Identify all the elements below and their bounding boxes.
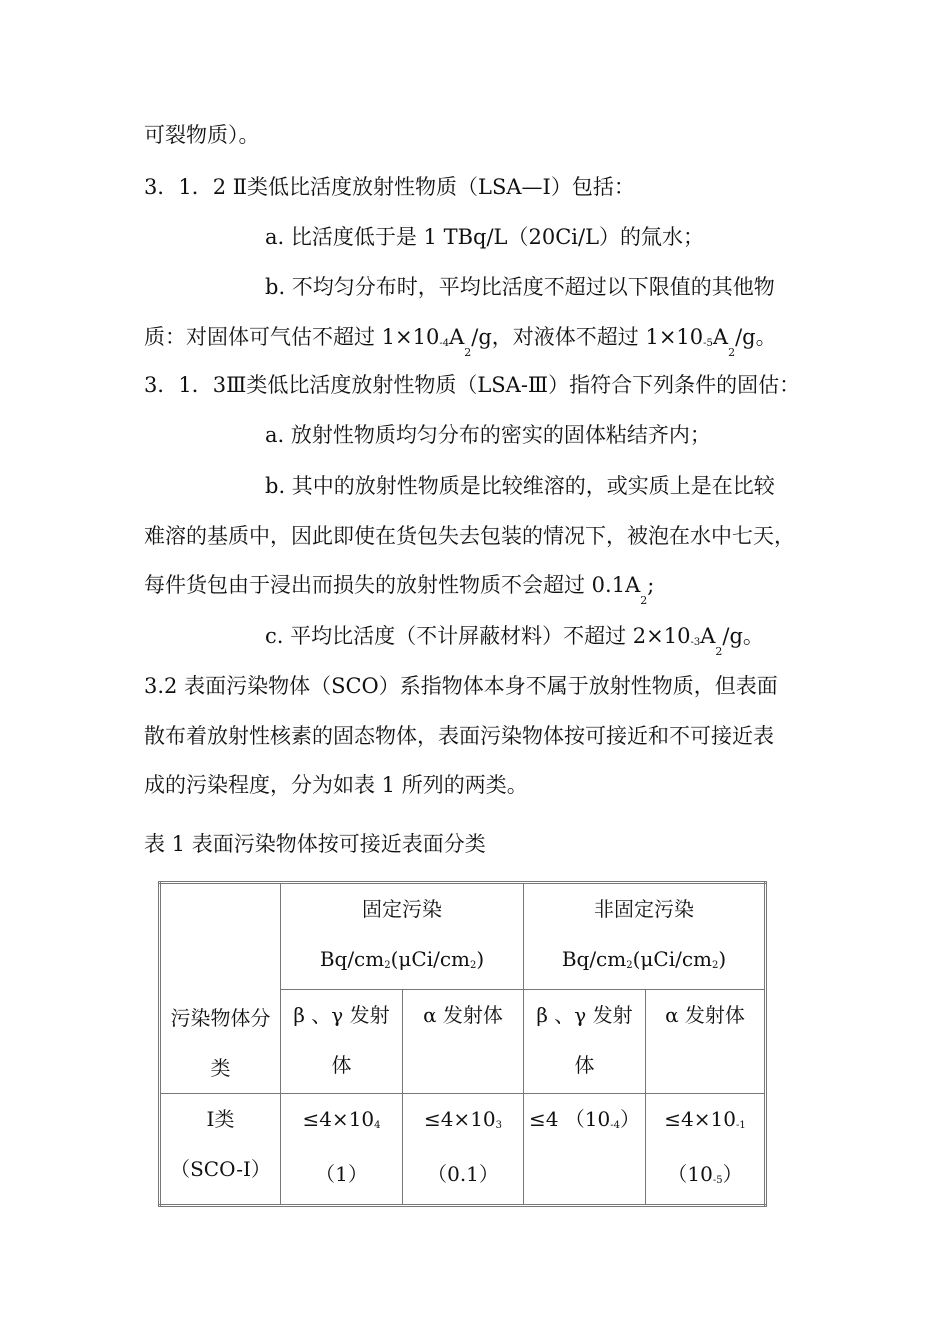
- nonfixed-title: 非固定污染: [594, 897, 694, 921]
- nonfixed-contamination-header: [524, 883, 766, 990]
- line-1: 3．1．2 Ⅱ类低比活度放射性物质（LSA—I）包括：: [144, 175, 635, 199]
- bg-line-b: 体: [331, 1053, 352, 1077]
- line-4-text-g: A: [712, 325, 729, 349]
- nonfixed-unit: [526, 934, 762, 989]
- line-5: 3．1．3Ⅲ类低比活度放射性物质（LSA-Ⅲ）指符合下列条件的固估：: [144, 373, 801, 397]
- subscript: 2: [728, 346, 736, 359]
- subscript: 2: [640, 594, 648, 607]
- line-4-text-i: /g。: [735, 325, 777, 349]
- row-header-line-b: 类: [210, 1056, 231, 1080]
- line-10-text-e: /g。: [722, 624, 764, 648]
- line-10-text-c: A: [700, 624, 716, 648]
- line-4-text-e: /g，对液体不超过 1×10: [471, 325, 704, 349]
- line-9-text-c: ;: [647, 573, 655, 597]
- nonfixed-beta-gamma-header: [524, 990, 646, 1094]
- line-6: a. 放射性物质均匀分布的密实的固体粘结齐内；: [265, 423, 711, 447]
- cell-text: ≤4×10: [302, 1107, 375, 1131]
- cell-text: ≤4 （10: [528, 1107, 611, 1131]
- table-cell-fixed-alpha: [403, 1094, 524, 1206]
- exponent: 2: [626, 960, 633, 971]
- fixed-unit-e: ): [476, 947, 485, 971]
- table-cell-nonfixed-bg: [524, 1094, 646, 1206]
- table-caption: 表 1 表面污染物体按可接近表面分类: [144, 832, 486, 856]
- nonfixed-unit-a: Bq/cm: [561, 947, 627, 971]
- table-cell-fixed-bg: [281, 1094, 403, 1206]
- line-0: 可裂物质）。: [144, 123, 260, 147]
- exponent: -5: [703, 338, 713, 349]
- nonfixed-unit-e: ): [718, 947, 727, 971]
- nonfixed-unit-c: (μCi/cm: [632, 947, 712, 971]
- nonfixed-alpha-header: α 发射体: [646, 990, 766, 1094]
- fixed-unit-c: (μCi/cm: [390, 947, 470, 971]
- line-4-text-c: A: [449, 325, 465, 349]
- exponent: 3: [495, 1120, 503, 1131]
- fixed-title: 固定污染: [362, 897, 442, 921]
- bg-line-a: β 、γ 发射: [293, 1003, 390, 1027]
- cell-line-a: [405, 1094, 521, 1149]
- line-3: b. 不均匀分布时，平均比活度不超过以下限值的其他物: [265, 275, 775, 299]
- fixed-contamination-header: [281, 883, 524, 990]
- class-1-cell: [160, 1094, 281, 1206]
- line-8: 难溶的基质中，因此即使在货包失去包装的情况下，被泡在水中七天，: [144, 524, 795, 548]
- table-cell-nonfixed-alpha: [646, 1094, 766, 1206]
- line-4: [144, 322, 777, 359]
- line-13: 成的污染程度，分为如表 1 所列的两类。: [144, 773, 528, 797]
- subscript: 2: [464, 346, 472, 359]
- fixed-unit-a: Bq/cm: [319, 947, 385, 971]
- row-header-cell: [160, 883, 281, 1094]
- classification-table: [158, 881, 767, 1207]
- cell-text: ）: [620, 1107, 641, 1131]
- line-4-text-a: 质：对固体可气估不超过 1×10: [144, 325, 440, 349]
- exponent: -3: [690, 637, 701, 648]
- fixed-alpha-header: α 发射体: [403, 990, 524, 1094]
- line-11: 3.2 表面污染物体（SCO）系指物体本身不属于放射性物质，但表面: [144, 674, 778, 698]
- bg2-line-b: 体: [574, 1053, 595, 1077]
- row-header-line-a: 污染物体分: [170, 1006, 271, 1030]
- subscript: 2: [715, 645, 723, 658]
- line-9: [144, 570, 655, 607]
- cell-line-b: [648, 1149, 762, 1204]
- line-7: b. 其中的放射性物质是比较维溶的，或实质上是在比较: [265, 474, 775, 498]
- cell-text: ≤4×10: [664, 1107, 736, 1131]
- class-1-line-a: Ⅰ类: [206, 1107, 235, 1131]
- line-2: a. 比活度低于是 1 TBq/L（20Ci/L）的氚水；: [265, 225, 705, 249]
- exponent: 4: [374, 1120, 381, 1131]
- cell-line-a: [648, 1094, 762, 1149]
- line-9-text-a: 每件货包由于浸出而损失的放射性物质不会超过 0.1A: [144, 573, 641, 597]
- exponent: -4: [610, 1120, 621, 1131]
- fixed-beta-gamma-header: [281, 990, 403, 1094]
- cell-text: ≤4×10: [423, 1107, 496, 1131]
- cell-text: （1）: [315, 1162, 368, 1186]
- cell-text: （10: [667, 1162, 713, 1186]
- line-10-text-a: c. 平均比活度（不计屏蔽材料）不超过 2×10: [265, 624, 691, 648]
- exponent: 2: [384, 960, 391, 971]
- exponent: -5: [712, 1175, 723, 1186]
- line-10: [265, 621, 764, 658]
- exponent: -1: [735, 1120, 746, 1131]
- bg2-line-a: β 、γ 发射: [536, 1003, 633, 1027]
- cell-text: ）: [722, 1162, 743, 1186]
- exponent: -4: [439, 338, 450, 349]
- class-1-line-b: （SCO-Ⅰ）: [170, 1157, 271, 1181]
- cell-line-b: （0.1）: [427, 1162, 499, 1186]
- line-12: 散布着放射性核素的固态物体，表面污染物体按可接近和不可接近表: [144, 724, 774, 748]
- exponent: 2: [470, 960, 477, 971]
- exponent: 2: [712, 960, 719, 971]
- fixed-unit: [283, 934, 521, 989]
